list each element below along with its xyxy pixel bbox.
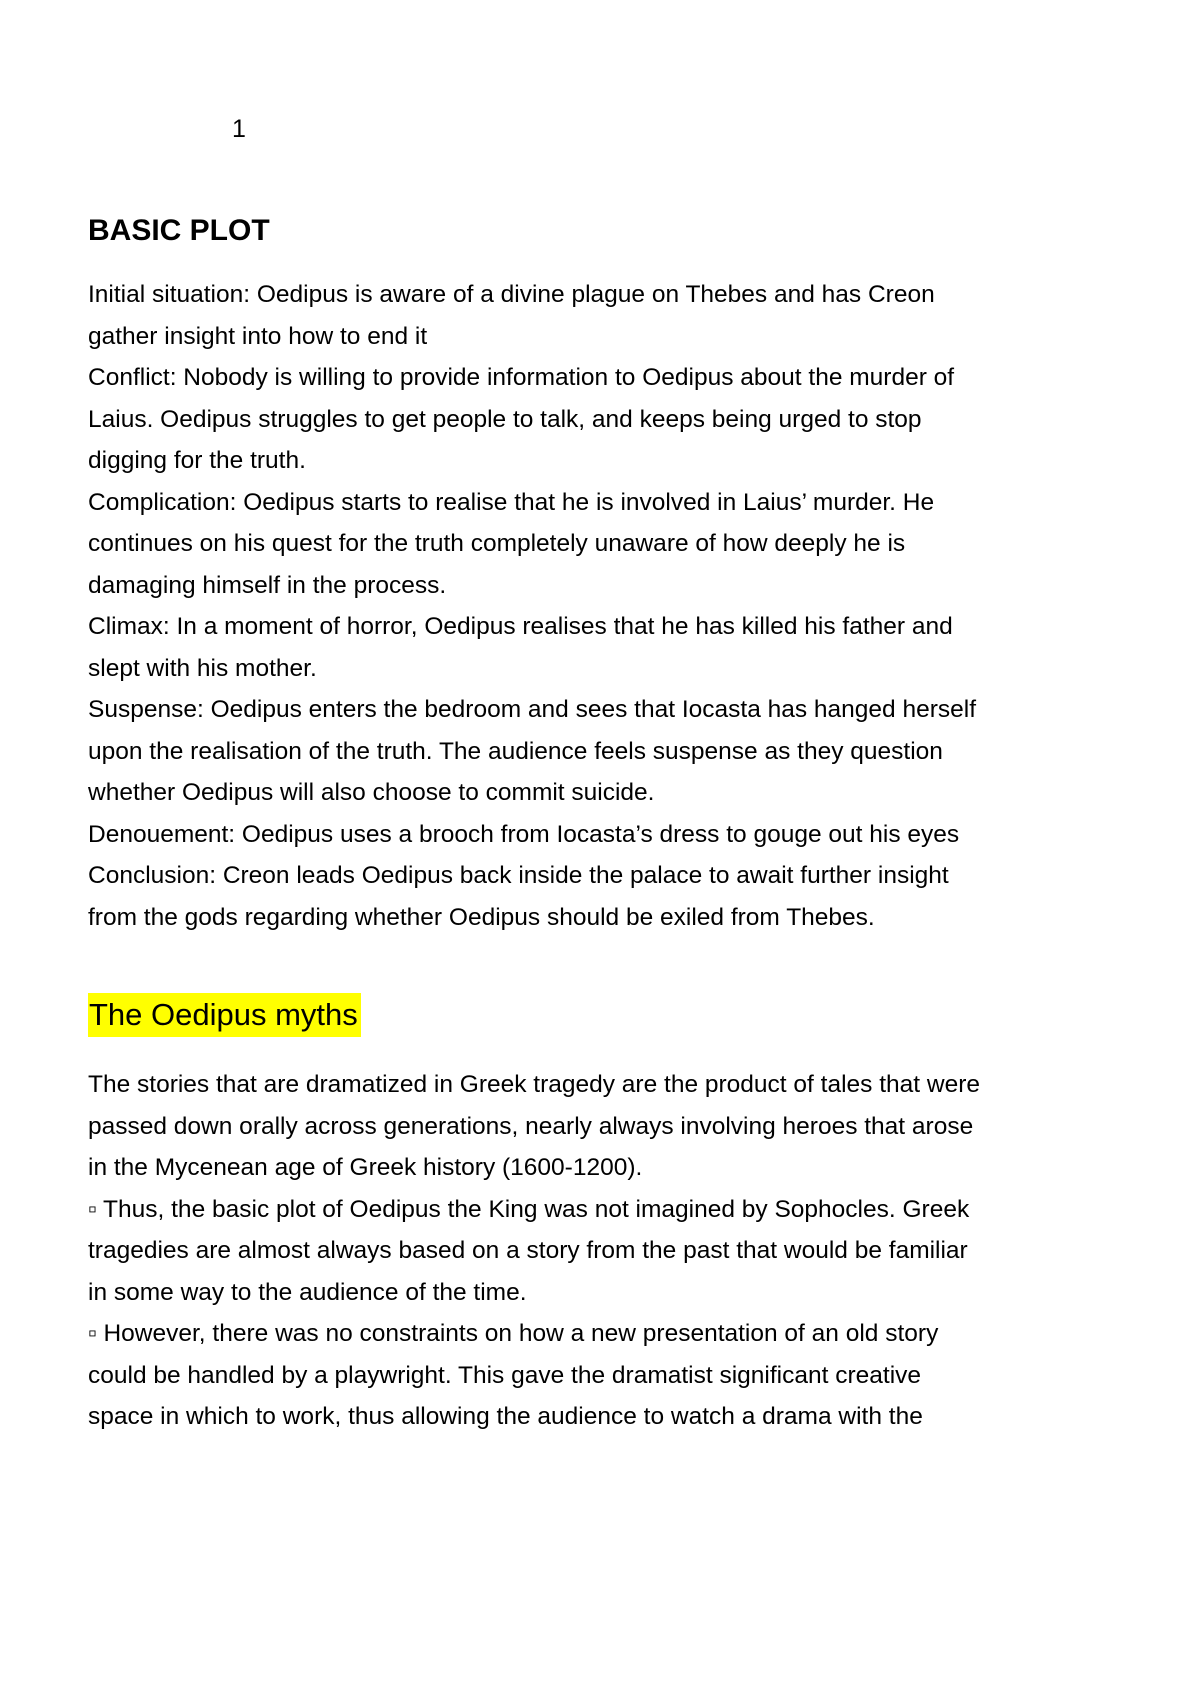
oedipus-myths-text — [88, 1064, 1148, 1438]
oedipus-myths-heading — [88, 996, 1148, 1034]
text-line: continues on his quest for the truth completely unaware of how deeply he is — [88, 530, 906, 557]
page-number: 1 — [232, 115, 246, 143]
text-line: Initial situation: Oedipus is aware of a divine plague on Thebes and has Creon — [88, 281, 935, 308]
text-line: in the Mycenean age of Greek history (1600-1200). — [88, 1154, 643, 1181]
text-line: The stories that are dramatized in Greek tragedy are the product of tales that were — [88, 1071, 980, 1098]
text-line: damaging himself in the process. — [88, 571, 447, 599]
text-line: could be handled by a playwright. This gave the dramatist significant creative — [88, 1361, 922, 1389]
text-line: Conflict: Nobody is willing to provide information to Oedipus about the murder of — [88, 364, 955, 391]
text-line: tragedies are almost always based on a story from the past that would be familiar — [88, 1237, 968, 1264]
text-line: space in which to work, thus allowing the audience to watch a drama with the — [88, 1403, 923, 1430]
highlighted-heading-text: The Oedipus myths — [88, 993, 361, 1037]
basic-plot-heading: BASIC PLOT — [88, 214, 270, 247]
document-content — [88, 212, 1148, 1438]
text-line: digging for the truth. — [88, 447, 306, 474]
text-line: Suspense: Oedipus enters the bedroom and sees that Iocasta has hanged herself — [88, 696, 977, 723]
text-line: slept with his mother. — [88, 654, 317, 682]
text-line: ▫ However, there was no constraints on how a new presentation of an old story — [88, 1320, 939, 1347]
text-line: Climax: In a moment of horror, Oedipus realises that he has killed his father and — [88, 613, 953, 640]
text-line: Conclusion: Creon leads Oedipus back inside the palace to await further insight — [88, 862, 949, 889]
text-line: upon the realisation of the truth. The audience feels suspense as they question — [88, 737, 943, 765]
text-line: Denouement: Oedipus uses a brooch from Iocasta’s dress to gouge out his eyes — [88, 820, 960, 848]
text-line: passed down orally across generations, nearly always involving heroes that arose — [88, 1112, 974, 1140]
text-line: in some way to the audience of the time. — [88, 1278, 527, 1306]
text-line: whether Oedipus will also choose to commit suicide. — [88, 779, 655, 806]
text-line: from the gods regarding whether Oedipus should be exiled from Thebes. — [88, 903, 875, 931]
text-line: Laius. Oedipus struggles to get people to talk, and keeps being urged to stop — [88, 405, 922, 433]
text-line: gather insight into how to end it — [88, 322, 428, 350]
text-line: ▫ Thus, the basic plot of Oedipus the King was not imagined by Sophocles. Greek — [88, 1195, 970, 1223]
text-line: Complication: Oedipus starts to realise that he is involved in Laius’ murder. He — [88, 488, 935, 516]
basic-plot-text — [88, 274, 1148, 938]
